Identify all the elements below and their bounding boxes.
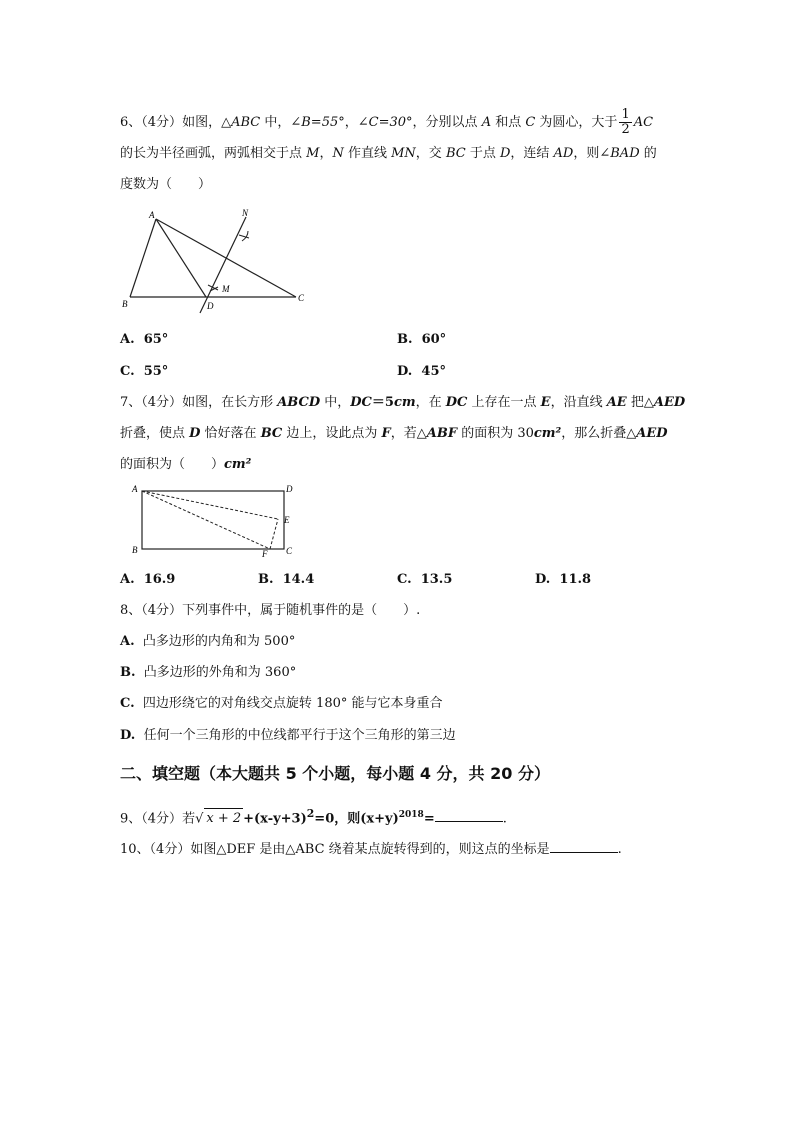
- q8-option-b[interactable]: B. 凸多边形的外角和为 360°: [120, 665, 297, 680]
- q9-answer-blank[interactable]: [435, 809, 503, 822]
- q8-option-c[interactable]: C. 四边形绕它的对角线交点旋转 180° 能与它本身重合: [120, 696, 443, 711]
- fig7-label-e: E: [284, 515, 290, 525]
- fig7-label-a: A: [132, 484, 138, 494]
- q10-score: （4分）: [149, 842, 191, 857]
- q7-line1: 7、（4分）如图，在长方形 ABCD 中，DC＝5cm，在 DC 上存在一点 E，沿直线 AE 把△AED: [120, 395, 686, 410]
- fig7-label-d: D: [286, 484, 293, 494]
- q6-option-b[interactable]: B. 60°: [397, 332, 447, 347]
- fig6-label-b: B: [122, 299, 128, 309]
- q6-option-a[interactable]: A. 65°: [120, 332, 169, 347]
- section-heading-fill-in: 二、填空题（本大题共 5 个小题，每小题 4 分，共 20 分）: [120, 764, 550, 783]
- q7-figure: [128, 481, 298, 561]
- sqrt-radicand: x + 2: [204, 808, 243, 829]
- q6-score: （4分）: [141, 115, 183, 130]
- q7-option-b[interactable]: B. 14.4: [258, 572, 315, 587]
- fig7-label-b: B: [132, 545, 138, 555]
- sqrt-sign: √: [195, 811, 204, 827]
- q7-option-c[interactable]: C. 13.5: [397, 572, 453, 587]
- q6-line2: 的长为半径画弧，两弧相交于点 M，N 作直线 MN，交 BC 于点 D，连结 AD，则∠BAD 的: [120, 146, 657, 161]
- q10-answer-blank[interactable]: [550, 840, 618, 853]
- q7-number: 7、: [120, 395, 142, 410]
- fig6-label-a: A: [149, 210, 155, 220]
- q6-line3: 度数为（ ）: [120, 177, 212, 192]
- fraction-one-half: $\frac{1}{2}$: [621, 107, 630, 137]
- q9-number: 9、: [120, 811, 142, 827]
- q8-number: 8、: [120, 603, 142, 618]
- q9-score: （4分）: [141, 811, 183, 827]
- q7-score: （4分）: [141, 395, 183, 410]
- q8-stem: 8、（4分）下列事件中，属于随机事件的是（ ）.: [120, 603, 421, 618]
- q6-option-d[interactable]: D. 45°: [397, 364, 446, 379]
- q8-option-a[interactable]: A. 凸多边形的内角和为 500°: [120, 634, 296, 649]
- fig7-label-c: C: [286, 546, 293, 556]
- q6-option-c[interactable]: C. 55°: [120, 364, 169, 379]
- fig7-label-f: F: [262, 549, 268, 559]
- q7-option-a[interactable]: A. 16.9: [120, 572, 176, 587]
- q10-line: 10、（4分）如图△DEF 是由△ABC 绕着某点旋转得到的，则这点的坐标是 .: [120, 842, 622, 857]
- q7-line3: 的面积为（ ）cm²: [120, 457, 252, 472]
- fig6-label-n: N: [242, 208, 249, 218]
- q10-number: 10、: [120, 842, 150, 857]
- q8-option-d[interactable]: D. 任何一个三角形的中位线都平行于这个三角形的第三边: [120, 728, 456, 743]
- q8-score: （4分）: [141, 603, 183, 618]
- q7-line2: 折叠，使点 D 恰好落在 BC 边上，设此点为 F，若△ABF 的面积为 30cm²，那么折叠△AED: [120, 426, 668, 441]
- q6-line1: 6、（4分）如图，△ABC 中，∠B=55°，∠C=30°，分别以点 A 和点 C 为圆心，大于 $\frac{1}{2}$ AC: [120, 107, 654, 137]
- q7-option-d[interactable]: D. 11.8: [535, 572, 592, 587]
- fig6-label-c: C: [298, 293, 305, 303]
- q6-figure: [118, 205, 318, 315]
- q9-line: 9、（4分）若√ $x + 2 +(x-y+3)^2=0$，则$(x+y)^{2018}=$ .: [120, 804, 507, 829]
- fig6-label-d: D: [207, 301, 214, 311]
- fig6-label-m: M: [222, 284, 230, 294]
- q6-number: 6、: [120, 115, 142, 130]
